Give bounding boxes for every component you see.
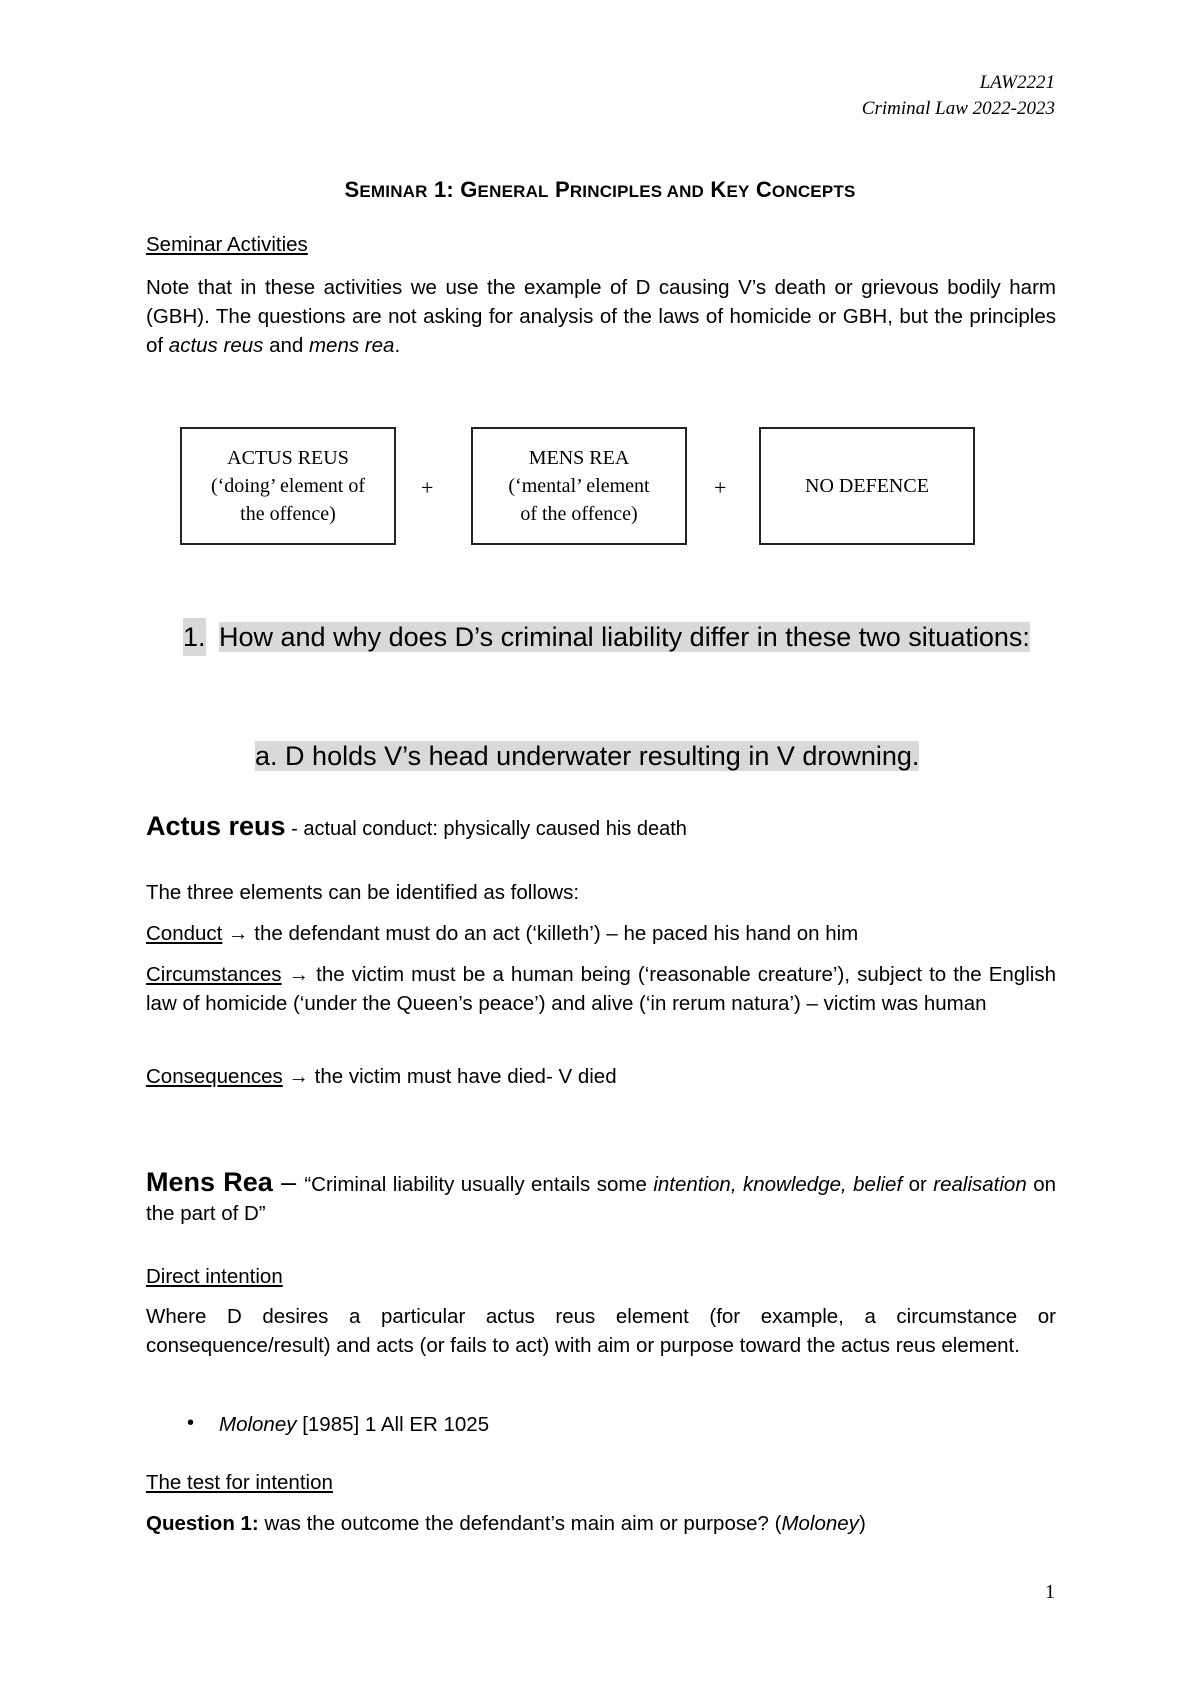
box-label: ACTUS REUS (227, 447, 349, 469)
seminar-note: Note that in these activities we use the example of D causing V’s death or grievous bodily harm (GBH). The questions are not asking for analysis of the laws of homicide or GBH, but the principles of actus reus and mens rea. (146, 276, 1056, 357)
direct-intention-heading: Direct intention (146, 1265, 283, 1288)
direct-intention-text: Where D desires a particular actus reus element (for example, a circumstance or consequence/result) and acts (or fails to act) with aim or purpose toward the actus reus element. (146, 1305, 1056, 1357)
actus-reus-intro: The three elements can be identified as follows: (146, 881, 580, 904)
plus-sign: + (714, 475, 727, 500)
question-text: How and why does D’s criminal liability differ in these two situations: (219, 622, 1030, 652)
seminar-activities-heading: Seminar Activities (146, 233, 308, 256)
actus-reus-box (180, 427, 396, 545)
box-label: the offence) (240, 503, 336, 525)
actus-reus-section-heading: Actus reus - actual conduct: physically caused his death (146, 811, 687, 841)
box-label: (‘doing’ element of (210, 475, 365, 497)
box-label: NO DEFENCE (805, 475, 929, 497)
circumstances-element: Circumstances → the victim must be a human being (‘reasonable creature’), subject to the English law of homicide (‘under the Queen’s peace’) and alive (‘in rerum natura’) – victim was human (146, 963, 1056, 1015)
box-label: of the offence) (520, 503, 638, 525)
mens-rea-section: Mens Rea – “Criminal liability usually entails some intention, knowledge, belief or realisation on the part of D” (146, 1167, 1057, 1225)
page-title: SEMINAR 1: GENERAL PRINCIPLES AND KEY CONCEPTS (344, 177, 856, 202)
box-label: MENS REA (528, 447, 630, 469)
question-number: 1. (183, 618, 206, 656)
plus-sign: + (421, 475, 434, 500)
test-for-intention-heading: The test for intention (146, 1471, 333, 1494)
course-title: Criminal Law 2022-2023 (861, 98, 1055, 119)
course-code: LAW2221 (979, 72, 1055, 93)
bullet: • (187, 1412, 195, 1434)
test-question-1: Question 1: was the outcome the defendant’s main aim or purpose? (Moloney) (146, 1512, 866, 1535)
question-1a (255, 737, 919, 775)
case-citation: Moloney [1985] 1 All ER 1025 (219, 1413, 490, 1436)
sub-question-letter: a. (255, 741, 278, 771)
box-label: (‘mental’ element (508, 475, 650, 497)
mens-rea-box (471, 427, 687, 545)
sub-question-text: D holds V’s head underwater resulting in V drowning. (285, 741, 920, 771)
question-1 (183, 618, 1063, 698)
no-defence-box (759, 427, 975, 545)
page-number: 1 (1045, 1581, 1055, 1603)
consequences-element: Consequences → the victim must have died- V died (146, 1065, 617, 1088)
conduct-element: Conduct → the defendant must do an act (‘killeth’) – he paced his hand on him (146, 922, 859, 945)
